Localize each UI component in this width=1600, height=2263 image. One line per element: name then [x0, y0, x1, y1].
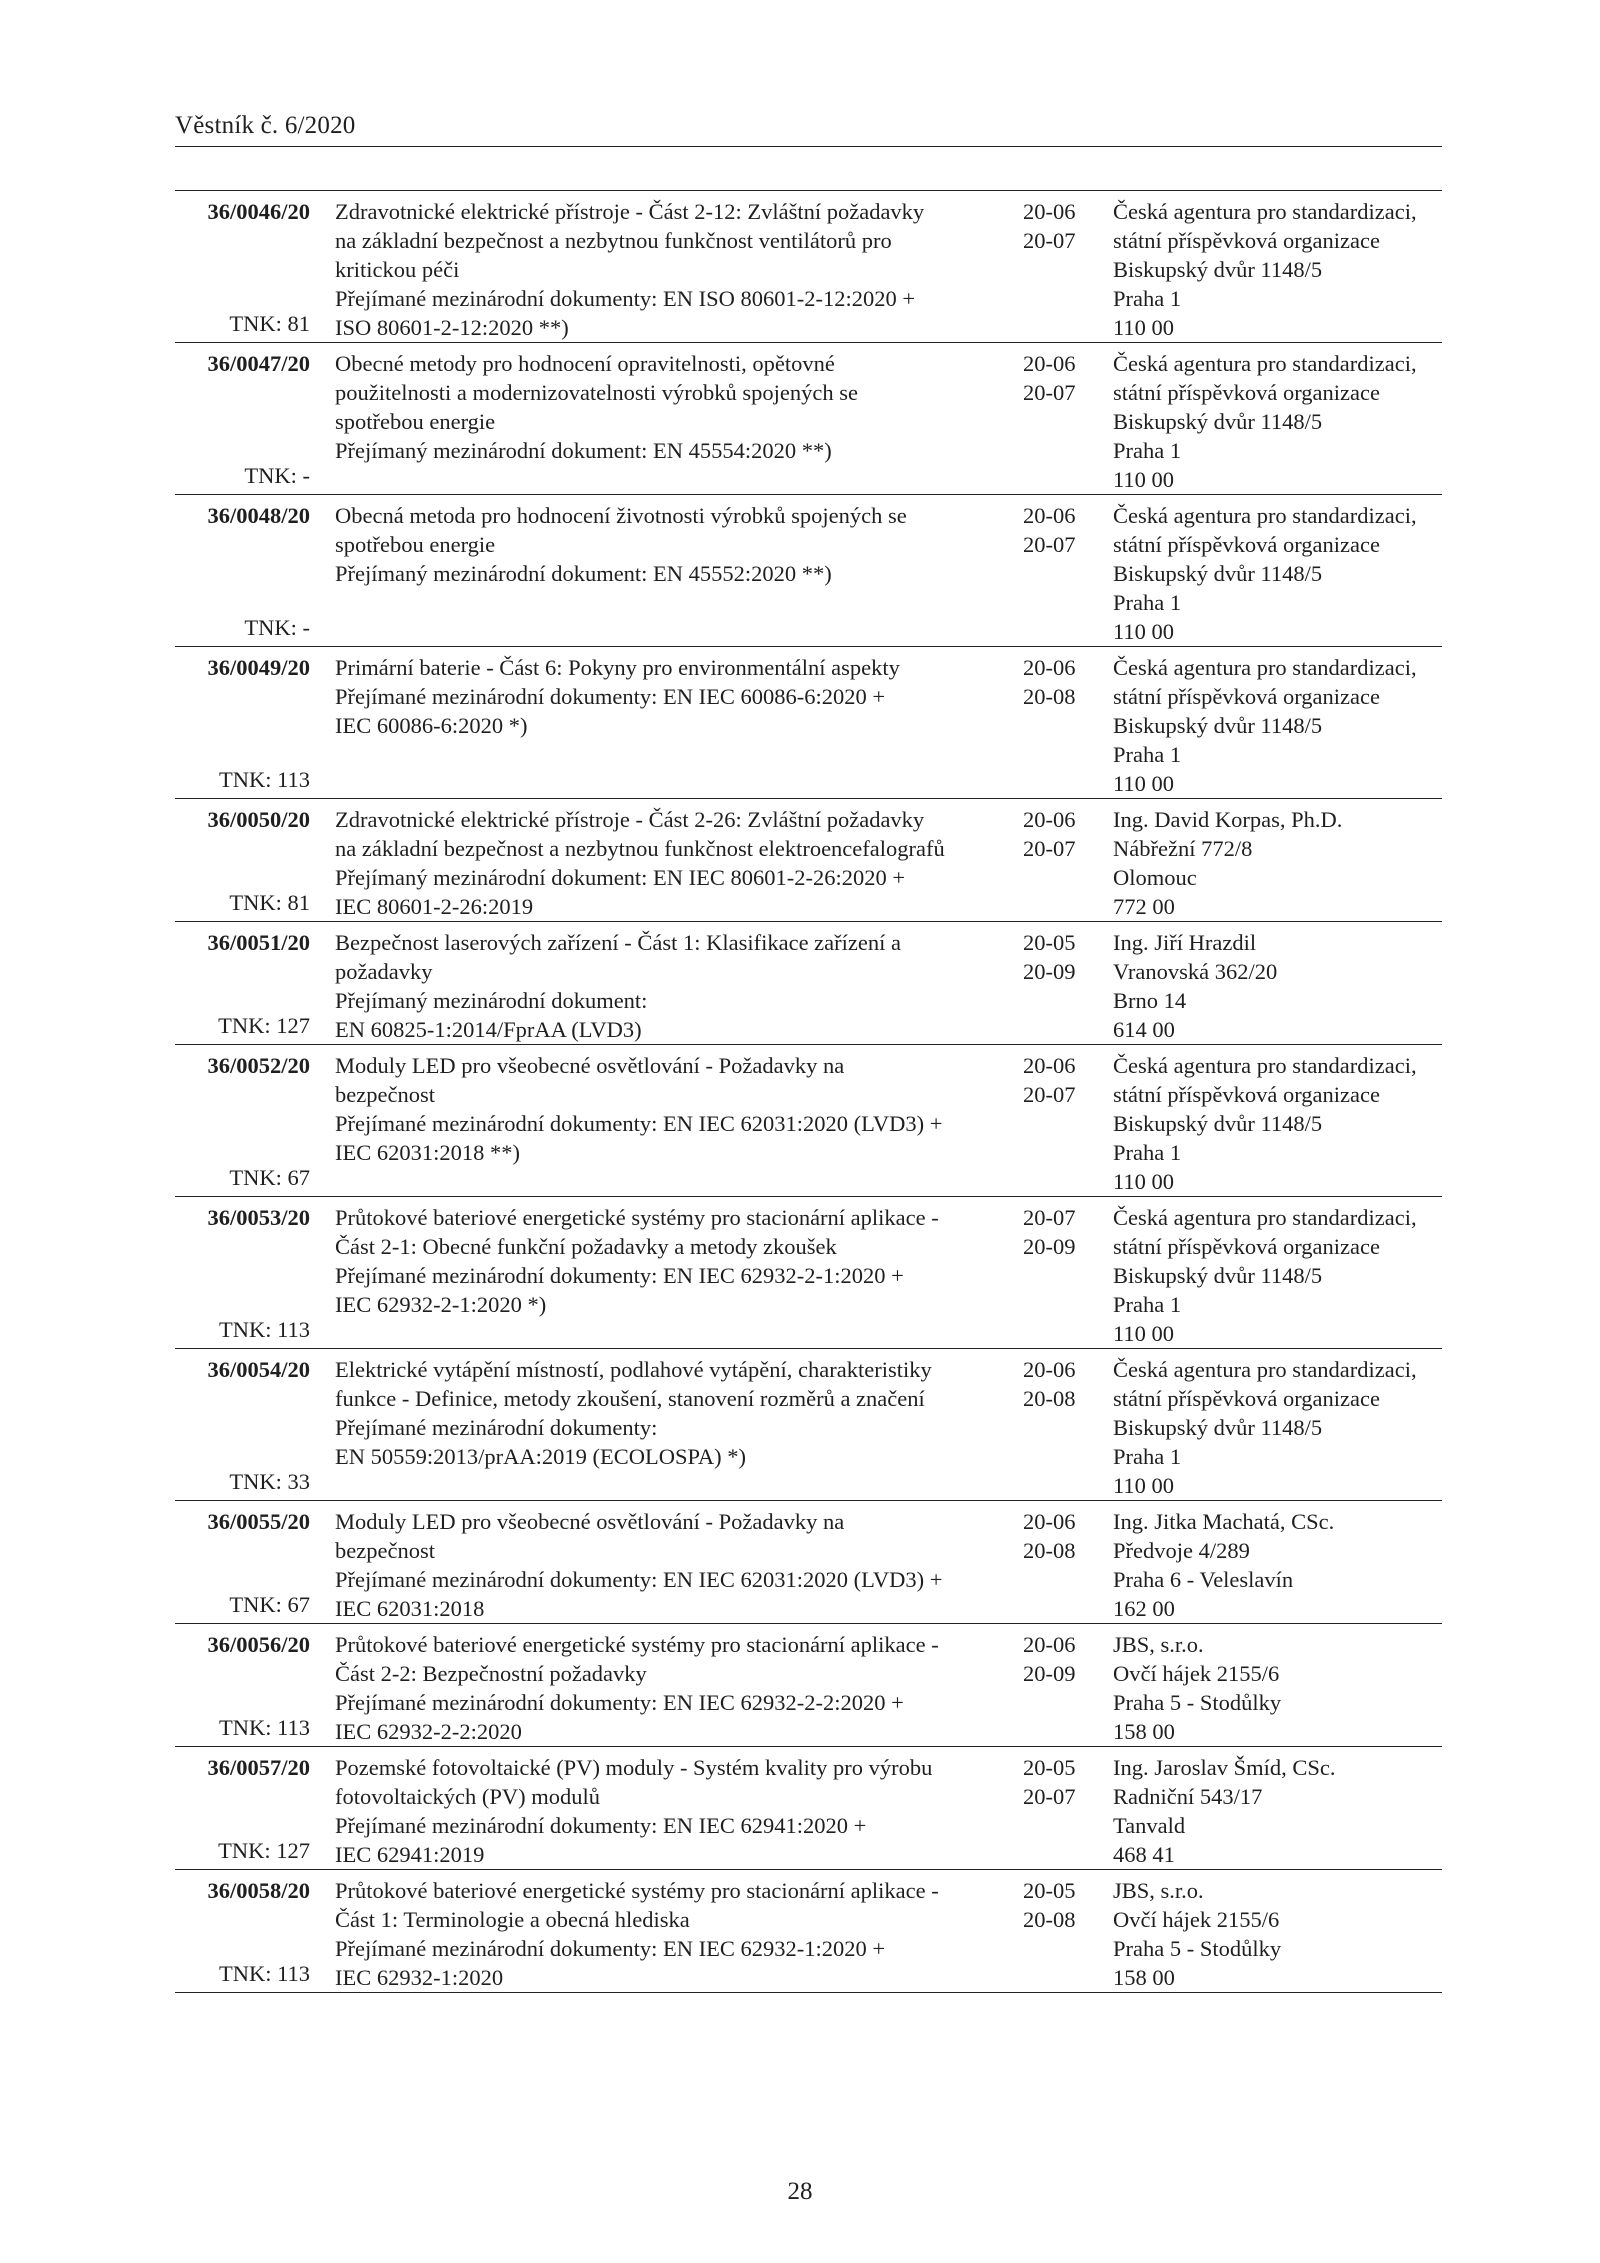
entry-title [335, 928, 1023, 1044]
entry-contact-line: 110 00 [1113, 1169, 1175, 1194]
entry-id-column [175, 928, 310, 1044]
entry-contact-line: 110 00 [1113, 771, 1175, 796]
entry-title-line: Přejímaný mezinárodní dokument: EN 45552:2020 **) [335, 561, 832, 586]
entry-title-line: na základní bezpečnost a nezbytnou funkčnost ventilátorů pro [335, 228, 892, 253]
entry-date: 20-09 [1023, 1661, 1076, 1686]
entry-date: 20-06 [1023, 1632, 1076, 1657]
entry-dates [1023, 1753, 1113, 1869]
entry-date: 20-07 [1023, 1784, 1076, 1809]
entry-contact-line: 110 00 [1113, 619, 1175, 644]
entry-id-column [175, 1203, 310, 1348]
entry-contact-line: Brno 14 [1113, 988, 1187, 1013]
entry-date: 20-08 [1023, 1538, 1076, 1563]
entry-title-line: IEC 62932-2-2:2020 [335, 1719, 522, 1744]
entry-contact-line: Ovčí hájek 2155/6 [1113, 1661, 1280, 1686]
entry-contact-line: Předvoje 4/289 [1113, 1538, 1250, 1563]
entry-row [175, 647, 1442, 799]
entry-row [175, 191, 1442, 343]
entry-title-line: Bezpečnost laserových zařízení - Část 1: Klasifikace zařízení a [335, 930, 901, 955]
entry-title-line: Přejímané mezinárodní dokumenty: [335, 1415, 658, 1440]
entry-title [335, 1876, 1023, 1992]
entry-contact-line: 162 00 [1113, 1596, 1175, 1621]
entry-title-line: Elektrické vytápění místností, podlahové vytápění, charakteristiky [335, 1357, 932, 1382]
entry-contact-line: Biskupský dvůr 1148/5 [1113, 409, 1323, 434]
entry-contact [1113, 805, 1442, 921]
entry-contact [1113, 1051, 1442, 1196]
entry-title-line: Přejímané mezinárodní dokumenty: EN IEC 60086-6:2020 + [335, 684, 886, 709]
entry-contact [1113, 928, 1442, 1044]
entry-title [335, 1507, 1023, 1623]
entry-id-column [175, 1051, 310, 1196]
entry-title-line: Část 1: Terminologie a obecná hlediska [335, 1907, 690, 1932]
entry-dates [1023, 349, 1113, 494]
entry-dates [1023, 1051, 1113, 1196]
entry-contact-line: 110 00 [1113, 315, 1175, 340]
entry-contact-line: Ing. Jiří Hrazdil [1113, 930, 1257, 955]
entry-title-line: IEC 62932-1:2020 [335, 1965, 504, 1990]
entry-contact-line: 468 41 [1113, 1842, 1175, 1867]
entry-date: 20-06 [1023, 1053, 1076, 1078]
entry-id-column [175, 1630, 310, 1746]
entry-contact-line: státní příspěvková organizace [1113, 228, 1380, 253]
entry-title [335, 1753, 1023, 1869]
entry-tnk: TNK: 113 [218, 1317, 310, 1342]
entry-id-column [175, 501, 310, 646]
entry-contact-line: Tanvald [1113, 1813, 1186, 1838]
entry-contact-line: Ing. Jitka Machatá, CSc. [1113, 1509, 1335, 1534]
entry-dates [1023, 1355, 1113, 1500]
entry-contact-line: JBS, s.r.o. [1113, 1878, 1204, 1903]
entry-number: 36/0055/20 [207, 1509, 310, 1534]
entry-date: 20-06 [1023, 807, 1076, 832]
entry-number: 36/0049/20 [207, 655, 310, 680]
entry-date: 20-05 [1023, 1878, 1076, 1903]
entry-number: 36/0050/20 [207, 807, 310, 832]
entry-contact-line: státní příspěvková organizace [1113, 380, 1380, 405]
entry-title [335, 805, 1023, 921]
entry-row [175, 1624, 1442, 1747]
entry-title-line: použitelnosti a modernizovatelnosti výrobků spojených se [335, 380, 859, 405]
entry-title-line: Zdravotnické elektrické přístroje - Část 2-12: Zvláštní požadavky [335, 199, 925, 224]
entry-date: 20-08 [1023, 1907, 1076, 1932]
entry-title-line: Část 2-2: Bezpečnostní požadavky [335, 1661, 647, 1686]
entry-number: 36/0048/20 [207, 503, 310, 528]
entry-date: 20-07 [1023, 1205, 1076, 1230]
entry-contact-line: Česká agentura pro standardizaci, [1113, 503, 1417, 528]
entry-tnk: TNK: 33 [229, 1469, 310, 1494]
entry-date: 20-09 [1023, 1234, 1076, 1259]
entry-contact-line: státní příspěvková organizace [1113, 1082, 1380, 1107]
entry-id-column [175, 805, 310, 921]
entry-contact-line: Praha 1 [1113, 286, 1182, 311]
entry-tnk: TNK: - [244, 463, 310, 488]
entry-contact-line: Biskupský dvůr 1148/5 [1113, 1263, 1323, 1288]
entry-number: 36/0046/20 [207, 199, 310, 224]
entry-dates [1023, 1630, 1113, 1746]
entry-title-line: Průtokové bateriové energetické systémy pro stacionární aplikace - [335, 1878, 939, 1903]
entry-title [335, 501, 1023, 646]
entry-title [335, 1203, 1023, 1348]
entry-dates [1023, 1203, 1113, 1348]
entry-contact-line: 158 00 [1113, 1719, 1175, 1744]
entry-tnk: TNK: 113 [218, 767, 310, 792]
entry-contact-line: Vranovská 362/20 [1113, 959, 1278, 984]
entry-contact-line: Česká agentura pro standardizaci, [1113, 199, 1417, 224]
entry-contact [1113, 1507, 1442, 1623]
entry-row [175, 1197, 1442, 1349]
entry-contact [1113, 653, 1442, 798]
entry-contact-line: Biskupský dvůr 1148/5 [1113, 561, 1323, 586]
entry-tnk: TNK: 81 [229, 311, 310, 336]
entry-number: 36/0053/20 [207, 1205, 310, 1230]
entry-title-line: IEC 62031:2018 [335, 1596, 485, 1621]
entry-contact-line: Praha 1 [1113, 742, 1182, 767]
entry-date: 20-09 [1023, 959, 1076, 984]
entry-contact-line: Praha 5 - Stodůlky [1113, 1690, 1282, 1715]
entry-contact-line: Biskupský dvůr 1148/5 [1113, 1415, 1323, 1440]
entry-contact-line: Praha 6 - Veleslavín [1113, 1567, 1294, 1592]
entry-title-line: IEC 62941:2019 [335, 1842, 485, 1867]
entry-contact-line: Česká agentura pro standardizaci, [1113, 1357, 1417, 1382]
entry-tnk: TNK: 67 [229, 1592, 310, 1617]
entry-contact-line: Česká agentura pro standardizaci, [1113, 1053, 1417, 1078]
entry-date: 20-06 [1023, 1509, 1076, 1534]
entry-title [335, 197, 1023, 342]
entry-number: 36/0058/20 [207, 1878, 310, 1903]
entry-title-line: Průtokové bateriové energetické systémy pro stacionární aplikace - [335, 1205, 939, 1230]
entry-title-line: Přejímané mezinárodní dokumenty: EN IEC 62031:2020 (LVD3) + [335, 1111, 943, 1136]
entry-title-line: Část 2-1: Obecné funkční požadavky a metody zkoušek [335, 1234, 837, 1259]
entry-title-line: ISO 80601-2-12:2020 **) [335, 315, 569, 340]
entry-contact-line: 772 00 [1113, 894, 1175, 919]
entry-date: 20-06 [1023, 199, 1076, 224]
entry-date: 20-07 [1023, 532, 1076, 557]
entry-dates [1023, 1507, 1113, 1623]
entry-title-line: Pozemské fotovoltaické (PV) moduly - Systém kvality pro výrobu [335, 1755, 933, 1780]
entry-date: 20-07 [1023, 228, 1076, 253]
entry-title-line: Přejímaný mezinárodní dokument: EN IEC 80601-2-26:2020 + [335, 865, 906, 890]
entry-contact [1113, 1203, 1442, 1348]
entry-tnk: TNK: 113 [218, 1961, 310, 1986]
entry-contact-line: Biskupský dvůr 1148/5 [1113, 257, 1323, 282]
entry-dates [1023, 805, 1113, 921]
entry-contact-line: JBS, s.r.o. [1113, 1632, 1204, 1657]
entry-contact-line: 110 00 [1113, 467, 1175, 492]
entry-id-column [175, 1507, 310, 1623]
entry-tnk: TNK: - [244, 615, 310, 640]
entry-contact-line: 614 00 [1113, 1017, 1175, 1042]
entries-table [175, 190, 1442, 1993]
entry-number: 36/0056/20 [207, 1632, 310, 1657]
entry-row [175, 1870, 1442, 1993]
page-header: Věstník č. 6/2020 [175, 112, 356, 139]
entry-title-line: Přejímané mezinárodní dokumenty: EN IEC 62932-2-1:2020 + [335, 1263, 904, 1288]
entry-row [175, 495, 1442, 647]
entry-tnk: TNK: 113 [218, 1715, 310, 1740]
entry-row [175, 1045, 1442, 1197]
entry-number: 36/0047/20 [207, 351, 310, 376]
entry-title-line: Moduly LED pro všeobecné osvětlování - Požadavky na [335, 1053, 845, 1078]
entry-contact-line: Ing. Jaroslav Šmíd, CSc. [1113, 1755, 1336, 1780]
entry-date: 20-08 [1023, 684, 1076, 709]
entry-date: 20-07 [1023, 1082, 1076, 1107]
entry-id-column [175, 349, 310, 494]
entry-contact-line: Česká agentura pro standardizaci, [1113, 655, 1417, 680]
entry-contact-line: Radniční 543/17 [1113, 1784, 1263, 1809]
entry-contact-line: Biskupský dvůr 1148/5 [1113, 713, 1323, 738]
entry-title-line: EN 60825-1:2014/FprAA (LVD3) [335, 1017, 642, 1042]
entry-row [175, 1747, 1442, 1870]
entry-title-line: Moduly LED pro všeobecné osvětlování - Požadavky na [335, 1509, 845, 1534]
entry-title-line: Přejímaný mezinárodní dokument: EN 45554:2020 **) [335, 438, 832, 463]
entry-title-line: IEC 80601-2-26:2019 [335, 894, 534, 919]
entry-title-line: bezpečnost [335, 1538, 435, 1563]
entry-title-line: Obecná metoda pro hodnocení životnosti výrobků spojených se [335, 503, 907, 528]
entry-title-line: na základní bezpečnost a nezbytnou funkčnost elektroencefalografů [335, 836, 945, 861]
entry-title-line: IEC 62932-2-1:2020 *) [335, 1292, 547, 1317]
entry-row [175, 799, 1442, 922]
entry-title-line: IEC 60086-6:2020 *) [335, 713, 528, 738]
entry-contact-line: státní příspěvková organizace [1113, 1234, 1380, 1259]
entry-dates [1023, 197, 1113, 342]
entry-contact-line: Praha 1 [1113, 1444, 1182, 1469]
entry-title-line: Přejímané mezinárodní dokumenty: EN IEC 62941:2020 + [335, 1813, 867, 1838]
entry-contact [1113, 1753, 1442, 1869]
entry-date: 20-05 [1023, 930, 1076, 955]
entry-contact-line: Biskupský dvůr 1148/5 [1113, 1111, 1323, 1136]
entry-title-line: Obecné metody pro hodnocení opravitelnosti, opětovné [335, 351, 835, 376]
entry-contact-line: Praha 1 [1113, 438, 1182, 463]
entry-title-line: Přejímaný mezinárodní dokument: [335, 988, 648, 1013]
entry-tnk: TNK: 127 [218, 1838, 310, 1863]
entry-title [335, 1051, 1023, 1196]
entry-contact-line: státní příspěvková organizace [1113, 532, 1380, 557]
entry-title-line: Přejímané mezinárodní dokumenty: EN IEC 62932-2-2:2020 + [335, 1690, 904, 1715]
entry-row [175, 1501, 1442, 1624]
entry-number: 36/0051/20 [207, 930, 310, 955]
entry-title-line: spotřebou energie [335, 532, 496, 557]
entry-date: 20-06 [1023, 351, 1076, 376]
entry-contact [1113, 501, 1442, 646]
entry-date: 20-07 [1023, 836, 1076, 861]
entry-date: 20-06 [1023, 655, 1076, 680]
entry-contact [1113, 197, 1442, 342]
entry-date: 20-07 [1023, 380, 1076, 405]
entry-date: 20-06 [1023, 1357, 1076, 1382]
entry-title-line: Přejímané mezinárodní dokumenty: EN IEC 62031:2020 (LVD3) + [335, 1567, 943, 1592]
entry-contact-line: Praha 1 [1113, 590, 1182, 615]
entry-title-line: spotřebou energie [335, 409, 496, 434]
entry-contact-line: Ovčí hájek 2155/6 [1113, 1907, 1280, 1932]
entry-dates [1023, 1876, 1113, 1992]
entry-contact [1113, 1876, 1442, 1992]
entry-title-line: IEC 62031:2018 **) [335, 1140, 520, 1165]
entry-tnk: TNK: 67 [229, 1165, 310, 1190]
entry-title [335, 1355, 1023, 1500]
entry-title [335, 1630, 1023, 1746]
entry-title-line: Přejímané mezinárodní dokumenty: EN IEC 62932-1:2020 + [335, 1936, 886, 1961]
entry-title-line: Zdravotnické elektrické přístroje - Část 2-26: Zvláštní požadavky [335, 807, 925, 832]
entry-number: 36/0054/20 [207, 1357, 310, 1382]
entry-title-line: Přejímané mezinárodní dokumenty: EN ISO 80601-2-12:2020 + [335, 286, 916, 311]
entry-contact-line: 110 00 [1113, 1473, 1175, 1498]
entry-id-column [175, 1355, 310, 1500]
entry-title-line: Průtokové bateriové energetické systémy pro stacionární aplikace - [335, 1632, 939, 1657]
entry-contact [1113, 1355, 1442, 1500]
entry-title-line: funkce - Definice, metody zkoušení, stanovení rozměrů a značení [335, 1386, 925, 1411]
entry-date: 20-06 [1023, 503, 1076, 528]
entry-contact [1113, 1630, 1442, 1746]
entry-title-line: požadavky [335, 959, 433, 984]
entry-id-column [175, 1753, 310, 1869]
entry-contact-line: státní příspěvková organizace [1113, 1386, 1380, 1411]
entry-contact-line: Olomouc [1113, 865, 1197, 890]
entry-row [175, 343, 1442, 495]
entry-contact-line: 158 00 [1113, 1965, 1175, 1990]
page-number: 28 [787, 2178, 813, 2205]
entry-contact-line: Nábřežní 772/8 [1113, 836, 1253, 861]
entry-contact [1113, 349, 1442, 494]
entry-title-line: fotovoltaických (PV) modulů [335, 1784, 600, 1809]
entry-contact-line: Praha 1 [1113, 1292, 1182, 1317]
entry-contact-line: Praha 5 - Stodůlky [1113, 1936, 1282, 1961]
entry-dates [1023, 501, 1113, 646]
entry-contact-line: státní příspěvková organizace [1113, 684, 1380, 709]
entry-row [175, 1349, 1442, 1501]
entry-tnk: TNK: 81 [229, 890, 310, 915]
entry-date: 20-05 [1023, 1755, 1076, 1780]
entry-title-line: Primární baterie - Část 6: Pokyny pro environmentální aspekty [335, 655, 900, 680]
entry-contact-line: Ing. David Korpas, Ph.D. [1113, 807, 1343, 832]
entry-number: 36/0052/20 [207, 1053, 310, 1078]
entry-id-column [175, 1876, 310, 1992]
entry-contact-line: Česká agentura pro standardizaci, [1113, 1205, 1417, 1230]
entry-id-column [175, 197, 310, 342]
entry-title [335, 653, 1023, 798]
header-rule [175, 146, 1442, 147]
entry-title-line: bezpečnost [335, 1082, 435, 1107]
entry-title-line: kritickou péči [335, 257, 460, 282]
entry-dates [1023, 928, 1113, 1044]
entry-title-line: EN 50559:2013/prAA:2019 (ECOLOSPA) *) [335, 1444, 747, 1469]
entry-id-column [175, 653, 310, 798]
entry-date: 20-08 [1023, 1386, 1076, 1411]
entry-contact-line: 110 00 [1113, 1321, 1175, 1346]
entry-title [335, 349, 1023, 494]
entry-dates [1023, 653, 1113, 798]
entry-contact-line: Praha 1 [1113, 1140, 1182, 1165]
entry-row [175, 922, 1442, 1045]
entry-number: 36/0057/20 [207, 1755, 310, 1780]
entry-tnk: TNK: 127 [218, 1013, 310, 1038]
entry-contact-line: Česká agentura pro standardizaci, [1113, 351, 1417, 376]
